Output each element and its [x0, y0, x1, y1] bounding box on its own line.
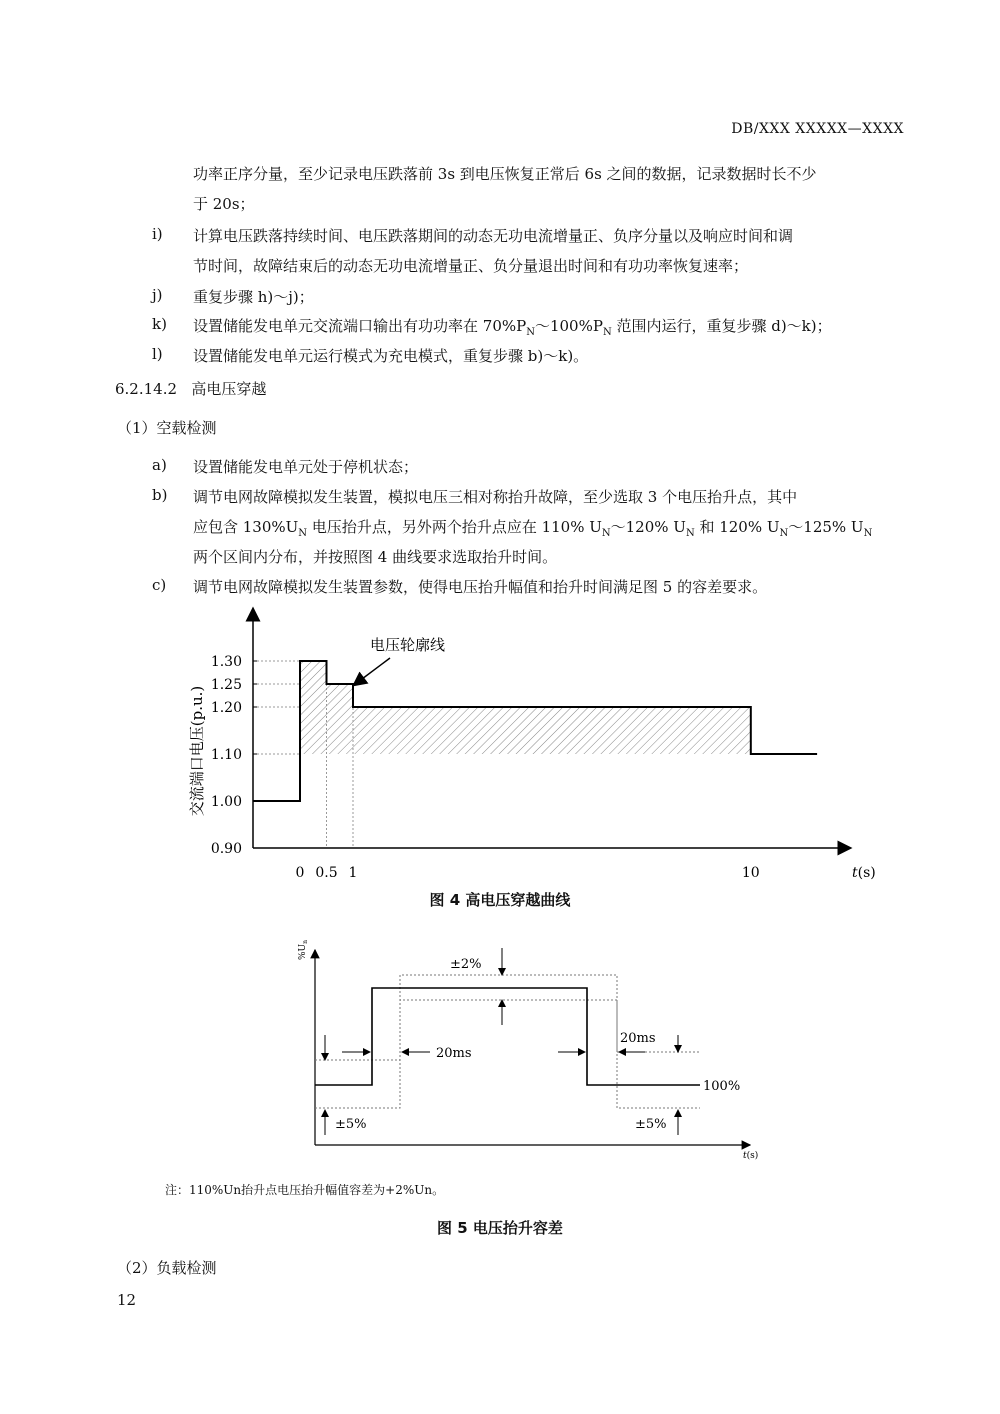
x-axis-label: t(s) [852, 865, 876, 881]
x-tick-label: 0.5 [315, 865, 338, 881]
step-text: 设置储能发电单元运行模式为充电模式，重复步骤 b)～k)。 [193, 347, 589, 365]
step-label: c) [152, 576, 167, 594]
x-tick-label: 10 [741, 865, 760, 881]
figure4-chart [180, 606, 900, 886]
paragraph-line: 于 20s； [193, 195, 255, 213]
x-tick-label: 0 [295, 865, 305, 881]
y-tick-label: 1.10 [210, 747, 242, 763]
step-label: i) [152, 225, 163, 243]
x-axis-label: t(s) [743, 1151, 759, 1161]
paragraph-line: 功率正序分量，至少记录电压跌落前 3s 到电压恢复正常后 6s 之间的数据，记录数据时长不少 [193, 165, 817, 183]
figure5-caption: 图 5 电压抬升容差 [437, 1219, 563, 1237]
y-tick-label: 1.00 [210, 794, 242, 810]
figure4-caption: 图 4 高电压穿越曲线 [429, 891, 571, 909]
tol-left-label: ±5% [335, 1117, 367, 1132]
figure5-diagram [290, 930, 770, 1165]
step-label: k) [152, 315, 167, 333]
step-text: 节时间，故障结束后的动态无功电流增量正、负分量退出时间和有功功率恢复速率； [193, 257, 749, 275]
step-text: 设置储能发电单元处于停机状态； [193, 458, 419, 476]
level-label: 100% [703, 1079, 741, 1094]
time-label-left: 20ms [436, 1046, 472, 1061]
step-label: l) [152, 345, 163, 363]
y-tick-label: 1.30 [210, 654, 242, 670]
figure5-note: 注：110%Un抬升点电压抬升幅值容差为+2%Un。 [165, 1183, 445, 1197]
step-label: j) [152, 286, 163, 304]
document-id: DB/XXX XXXXX—XXXX [731, 121, 904, 137]
x-tick-label: 1 [348, 865, 358, 881]
step-text: 调节电网故障模拟发生装置，模拟电压三相对称抬升故障，至少选取 3 个电压抬升点，其中 [193, 488, 798, 506]
step-label: a) [152, 456, 167, 474]
step-text: 调节电网故障模拟发生装置参数，使得电压抬升幅值和抬升时间满足图 5 的容差要求。 [193, 578, 768, 596]
subsection-heading: （2）负载检测 [117, 1259, 217, 1277]
curve-annotation: 电压轮廓线 [370, 636, 446, 654]
step-text: 应包含 $130\%U_N$ 电压抬升点，另外两个抬升点应在 110% $U_N\sim 120\%$ $U_N$ 和 120% $U_N\sim 125\%$ $U_N$ [193, 518, 873, 539]
step-text: 设置储能发电单元交流端口输出有功功率在 $70\%P_N\sim 100\%P_N$ 范围内运行，重复步骤 d)～k)； [193, 317, 832, 338]
step-label: b) [152, 486, 168, 504]
subsection-heading: （1）空载检测 [117, 419, 217, 437]
y-tick-label: 1.20 [210, 700, 242, 716]
section-title: 高电压穿越 [191, 380, 267, 398]
step-text: 两个区间内分布，并按照图 4 曲线要求选取抬升时间。 [193, 548, 558, 566]
annotation-arrow [358, 658, 390, 682]
step-text: 重复步骤 h)～j)； [193, 288, 314, 306]
y-tick-label: 0.90 [210, 841, 242, 857]
step-text: 计算电压跌落持续时间、电压跌落期间的动态无功电流增量正、负序分量以及响应时间和调 [193, 227, 794, 245]
time-label-right: 20ms [620, 1031, 656, 1046]
tol-top-label: ±2% [450, 957, 482, 972]
tol-right-label: ±5% [635, 1117, 667, 1132]
page-number: 12 [117, 1291, 137, 1309]
y-axis-label: $\%U_n$ [298, 939, 309, 960]
section-heading [115, 378, 266, 399]
y-axis-label: 交流端口电压(p.u.) [188, 685, 206, 817]
section-number: 6.2.14.2 [115, 380, 178, 398]
y-tick-label: 1.25 [210, 677, 242, 693]
